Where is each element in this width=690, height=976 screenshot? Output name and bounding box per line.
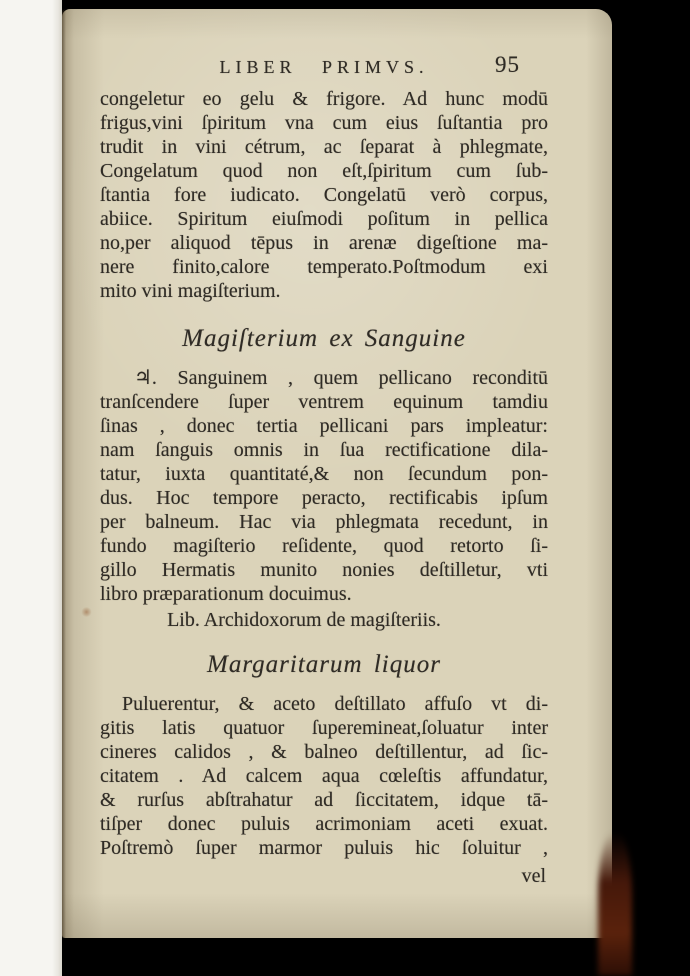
paragraph — [100, 692, 548, 860]
book-page — [62, 9, 612, 938]
text-line: & rurſus abſtrahatur ad ſiccitatem, idque tā- — [100, 789, 548, 811]
text-line: tatur, iuxta quantitaté,& non ſecundum pon- — [100, 463, 548, 485]
text-line: gillo Hermatis munito nonies deſtilletur, vti — [100, 559, 548, 581]
text-column — [100, 52, 548, 888]
sections-container — [100, 87, 548, 888]
text-line: no,per aliquod tēpus in arenæ digeſtione ma- — [100, 232, 548, 254]
text-line: libro præparationum docuimus. — [100, 583, 352, 605]
text-line: cineres calidos , & balneo deſtillentur, ad ſic- — [100, 741, 548, 763]
binding-streak — [598, 832, 632, 976]
text-line: Poſtremò ſuper marmor puluis hic ſoluitur , — [100, 837, 548, 859]
citation-line: Lib. Archidoxorum de magiſteriis. — [167, 609, 441, 631]
text-line: frigus,vini ſpiritum vna cum eius ſuſtantia pro — [100, 112, 548, 134]
section-heading: Magiſterium ex Sanguine — [182, 325, 466, 352]
text-line: mito vini magiſterium. — [100, 280, 281, 302]
text-line: abiice. Spiritum eiuſmodi poſitum in pellica — [100, 208, 548, 230]
section-heading: Margaritarum liquor — [207, 651, 441, 678]
text-line: ♃. Sanguinem , quem pellicano reconditū — [134, 367, 548, 389]
paragraph — [100, 366, 548, 606]
text-line: gitis latis quatuor ſuperemineat,ſoluatur inter — [100, 717, 548, 739]
text-line: ſinas , donec tertia pellicani pars impleatur: — [100, 415, 548, 437]
text-line: Congelatum quod non eſt,ſpiritum cum ſub- — [100, 160, 548, 182]
catchword: vel — [521, 865, 546, 887]
scanner-margin — [0, 0, 62, 976]
text-line: nere finito,calore temperato.Poſtmodum exi — [100, 256, 548, 278]
text-line: congeletur eo gelu & frigore. Ad hunc modū — [100, 88, 548, 110]
running-head — [100, 52, 548, 83]
running-title: LIBER PRIMVS. — [219, 57, 429, 77]
text-line: dus. Hoc tempore peracto, rectificabis ipſum — [100, 487, 548, 509]
text-line: Puluerentur, & aceto deſtillato affuſo vt di- — [122, 693, 548, 715]
text-line: citatem . Ad calcem aqua cœleſtis affundatur, — [100, 765, 548, 787]
text-line: fundo magiſterio reſidente, quod retorto ſi- — [100, 535, 548, 557]
text-line: nam ſanguis omnis in ſua rectificatione dila- — [100, 439, 548, 461]
text-line: trudit in vini cétrum, ac ſeparat à phlegmate, — [100, 136, 548, 158]
text-line: tranſcendere ſuper ventrem equinum tamdiu — [100, 391, 548, 413]
paragraph — [100, 87, 548, 303]
text-line: tiſper donec puluis acrimoniam aceti exuat. — [100, 813, 548, 835]
text-line: per balneum. Hac via phlegmata recedunt, in — [100, 511, 548, 533]
foxing-spot — [81, 607, 92, 617]
text-line: ſtantia fore iudicato. Congelatū verò corpus, — [100, 184, 548, 206]
page-number: 95 — [495, 52, 520, 77]
